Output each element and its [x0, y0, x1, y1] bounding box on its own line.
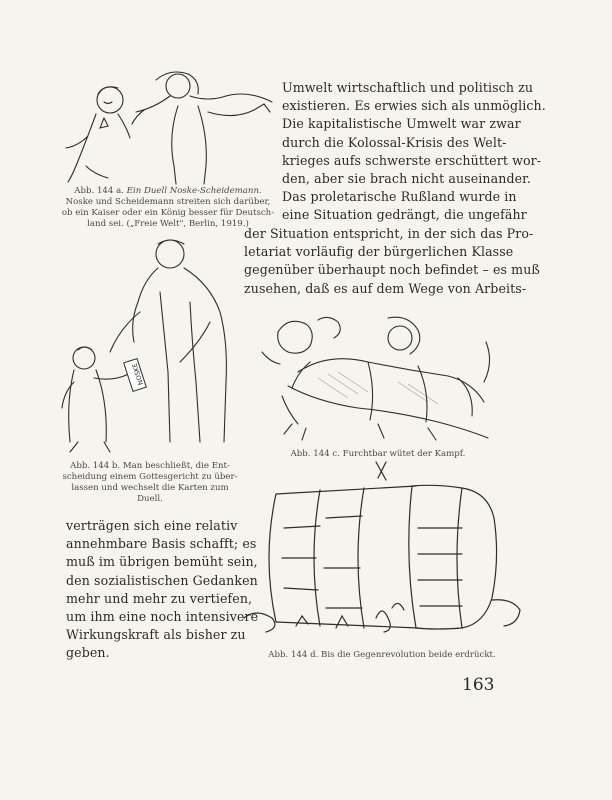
body-text-top-right [282, 79, 546, 225]
body-text-mid-right [244, 225, 540, 298]
text-line: muß im übrigen bemüht sein, [66, 554, 258, 570]
body-text-last-line [66, 644, 236, 662]
text-line: Wirkungskraft als bisher zu [66, 627, 246, 643]
text-line: Umwelt wirtschaftlich und politisch zu [282, 80, 534, 95]
text-line: durch die Kolossal-Krisis des Welt- [282, 134, 507, 150]
figure-144d-caption [236, 650, 528, 661]
text-line: krieges aufs schwerste erschüttert wor- [282, 152, 542, 168]
caption-line: scheidung einem Gottesgericht zu über- [62, 472, 238, 482]
text-line: um ihm eine noch intensivere [66, 609, 259, 625]
text-line: letariat vorläufig der bürgerlichen Klasse [244, 244, 514, 260]
page-number: 163 [462, 675, 495, 695]
barrel-icon [236, 458, 528, 648]
caption-line: lassen und wechselt die Karten zum [71, 483, 229, 493]
text-line: der Situation entspricht, in der sich das Pro- [244, 226, 534, 241]
figure-144a-title: Ein Duell Noske-Scheidemann. [126, 186, 262, 196]
text-line: mehr und mehr zu vertiefen, [66, 590, 253, 606]
figure-144a-caption [56, 186, 280, 230]
caption-line: Abb. 144 b. Man beschließt, die Ent- [70, 461, 230, 471]
duel-sketch-icon [58, 66, 278, 186]
body-text-bottom-left [66, 517, 259, 644]
caption-line: Abb. 144 c. Furchtbar wütet der Kampf. [290, 449, 466, 459]
figure-144b-caption [56, 461, 244, 505]
caption-line: ob ein Kaiser oder ein König besser für Deutsch- [61, 208, 275, 218]
figure-144a-illustration [58, 66, 278, 186]
caption-line: Duell. [137, 494, 163, 504]
text-line: Die kapitalistische Umwelt war zwar [282, 116, 521, 132]
text-line: gegenüber überhaupt noch befindet – es muß [244, 262, 540, 278]
text-line: existieren. Es erwies sich als unmöglich. [282, 98, 546, 114]
caption-line: Noske und Scheidemann streiten sich darüber, [65, 197, 271, 207]
text-line: zusehen, daß es auf dem Wege von Arbeits- [244, 280, 527, 296]
noske-card-label: NOSKE [130, 362, 146, 387]
text-line: Das proletarische Rußland wurde in [282, 189, 517, 205]
caption-line: Abb. 144 d. Bis die Gegenrevolution beide erdrückt. [268, 650, 496, 660]
figure-144d-illustration [236, 458, 528, 648]
text-line: verträgen sich eine relativ [66, 518, 238, 533]
text-line: eine Situation gedrängt, die ungefähr [282, 207, 527, 223]
figure-144c-illustration [258, 312, 498, 447]
text-line: den, aber sie brach nicht auseinander. [282, 171, 531, 187]
figure-144a-label: Abb. 144 a. [74, 186, 124, 196]
caption-line: land sei. („Freie Welt", Berlin, 1919.) [87, 219, 249, 229]
text-line: den sozialistischen Gedanken [66, 572, 258, 588]
text-line: geben. [66, 645, 110, 660]
text-line: annehmbare Basis schafft; es [66, 536, 257, 552]
figure-144b-illustration [60, 232, 240, 454]
